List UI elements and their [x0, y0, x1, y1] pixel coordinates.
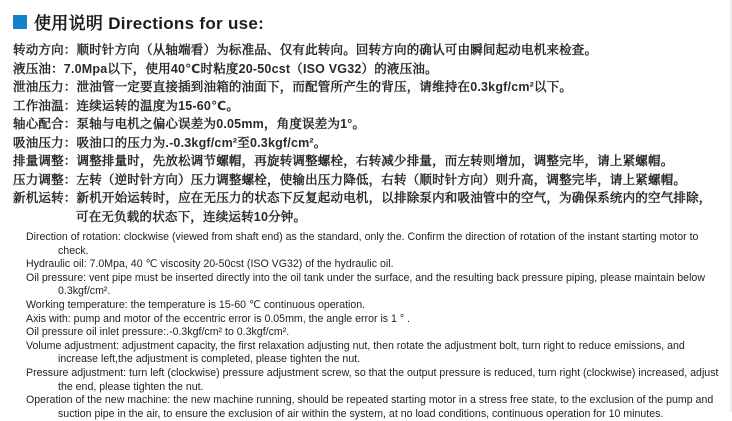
instruction-zh-volume-adjustment: 排量调整：调整排量时，先放松调节螺帽，再旋转调整螺栓，右转减少排量，而左转则增加，调整完毕，请上紧螺帽。 [13, 154, 674, 168]
chinese-instructions-section [13, 41, 724, 226]
instruction-en-pressure-adjustment: Pressure adjustment: turn left (clockwise) pressure adjustment screw, so that the output pressure is reduced, turn right (clockwise) increased, adjust the end, please tighten the nut. [26, 366, 719, 393]
instruction-en-rotation-direction: Direction of rotation: clockwise (viewed from shaft end) as the standard, only the. Confirm the direction of rotation of the instant starting motor to check. [26, 231, 699, 257]
instruction-zh-new-machine-operation: 新机运转：新机开始运转时，应在无压力的状态下反复起动电机，以排除泵内和吸油管中的空气，为确保系统内的空气排除，可在无负载的状态下，连续运转10分钟。 [13, 191, 712, 224]
document-header [13, 9, 724, 34]
page-title: 使用说明 Directions for use: [34, 14, 265, 33]
instruction-en-working-temperature: Working temperature: the temperature is 15-60 ℃ continuous operation. [26, 298, 366, 311]
instruction-zh-drain-pressure: 泄油压力：泄油管一定要直接插到油箱的油面下，而配管所产生的背压，请维持在0.3kgf/cm²以下。 [13, 80, 573, 94]
instruction-en-oil-pressure: Oil pressure: vent pipe must be inserted directly into the oil tank under the surface, and the resulting back pressure piping, please maintain below 0.3kgf/cm². [26, 271, 705, 298]
instruction-en-new-machine-operation: Operation of the new machine: the new machine running, should be repeated starting motor in a stress free state, to the exclusion of the pump and suction pipe in the air, to ensure the exclusion of air within the system, at no load conditions, continuous operation for 10 minutes. [26, 394, 714, 420]
instruction-zh-axis-alignment: 轴心配合：泵轴与电机之偏心误差为0.05mm，角度误差为1°。 [13, 117, 366, 131]
english-instructions-section [13, 231, 724, 421]
instruction-zh-rotation-direction: 转动方向：顺时针方向（从轴端看）为标准品、仅有此转向。回转方向的确认可由瞬间起动电机来检查。 [13, 43, 598, 57]
instruction-en-inlet-pressure: Oil pressure oil inlet pressure:.-0.3kgf/cm² to 0.3kgf/cm². [26, 326, 290, 339]
instruction-en-volume-adjustment: Volume adjustment: adjustment capacity, the first relaxation adjusting nut, then rotate the adjustment bolt, turn right to reduce emissions, and increase left,the adjustment is completed, please tighten the nut. [26, 339, 685, 366]
instruction-zh-hydraulic-oil: 液压油：7.0Mpa以下，使用40℃时粘度20-50cst（ISO VG32）的液压油。 [13, 61, 438, 76]
instruction-en-hydraulic-oil: Hydraulic oil: 7.0Mpa, 40 ℃ viscosity 20-50cst (ISO VG32) of the hydraulic oil. [26, 258, 394, 271]
instruction-zh-working-temperature: 工作油温：连续运转的温度为15-60℃。 [13, 98, 240, 113]
instruction-zh-pressure-adjustment: 压力调整：左转（逆时针方向）压力调整螺栓，使输出压力降低，右转（顺时针方向）则升高，调整完毕，请上紧螺帽。 [13, 172, 687, 187]
blue-square-bullet-icon [13, 15, 27, 29]
instruction-en-axis-alignment: Axis with: pump and motor of the eccentric error is 0.05mm, the angle error is 1 ° . [26, 312, 411, 325]
instruction-zh-inlet-pressure: 吸油压力：吸油口的压力为.-0.3kgf/cm²至0.3kgf/cm²。 [13, 135, 327, 150]
